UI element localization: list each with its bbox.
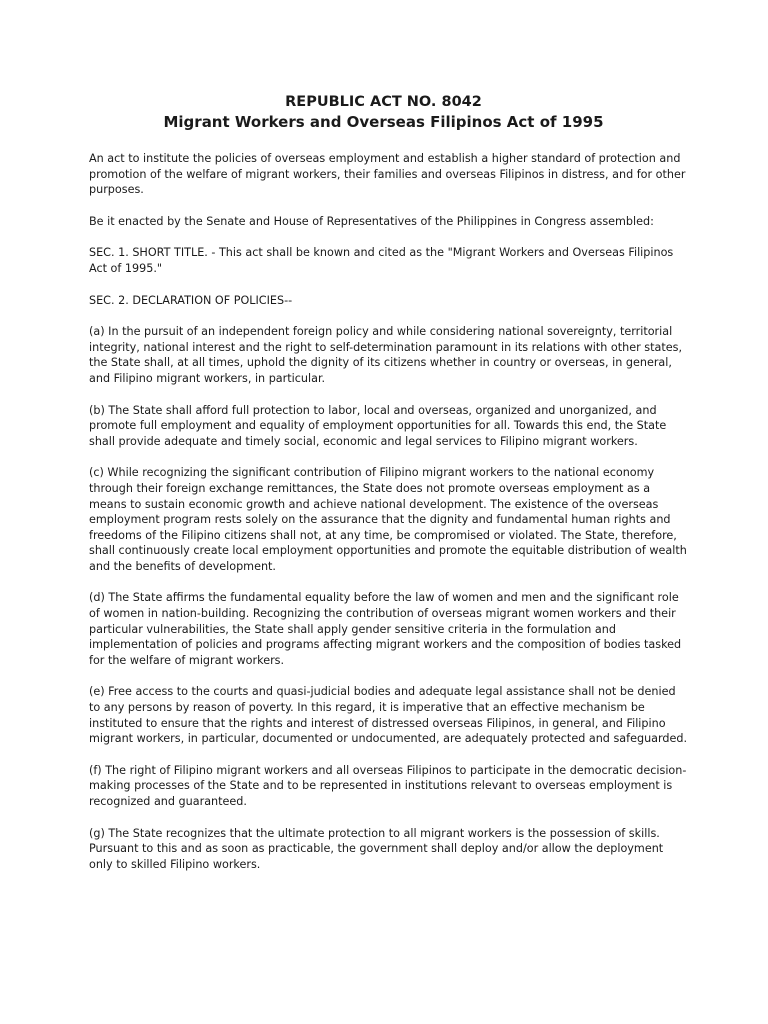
paragraph-section-2-a: (a) In the pursuit of an independent foreign policy and while considering national sovereignty, territorial integrity, national interest and the right to self-determination paramount in its relations with other states, the State shall, at all times, uphold the dignity of its citizens whether in country or overseas, in general, and Filipino migrant workers, in particular. xyxy=(89,325,683,385)
document-title xyxy=(79,92,688,132)
paragraph-section-2-c: (c) While recognizing the significant contribution of Filipino migrant workers to the national economy through their foreign exchange remittances, the State does not promote overseas employment as a means to sustain economic growth and achieve national development. The existence of the overseas employment program rests solely on the assurance that the dignity and fundamental human rights and freedoms of the Filipino citizens shall not, at any time, be compromised or violated. The State, therefore, shall continuously create local employment opportunities and promote the equitable distribution of wealth and the benefits of development. xyxy=(89,466,687,573)
document-body xyxy=(89,151,688,872)
paragraph-section-1: SEC. 1. SHORT TITLE. - This act shall be known and cited as the "Migrant Workers and Overseas Filipinos Act of 1995." xyxy=(89,246,674,275)
paragraph-section-2-heading: SEC. 2. DECLARATION OF POLICIES-- xyxy=(89,293,293,307)
title-act-name: Migrant Workers and Overseas Filipinos Act of 1995 xyxy=(163,113,604,131)
paragraph-preamble: An act to institute the policies of overseas employment and establish a higher standard of protection and promotion of the welfare of migrant workers, their families and overseas Filipinos in distress, and for other purposes. xyxy=(89,152,686,197)
paragraph-section-2-f: (f) The right of Filipino migrant workers and all overseas Filipinos to participate in the democratic decision-making processes of the State and to be represented in institutions relevant to overseas employment is recognized and guaranteed. xyxy=(89,763,687,808)
paragraph-section-2-b: (b) The State shall afford full protection to labor, local and overseas, organized and unorganized, and promote full employment and equality of employment opportunities for all. Towards this end, the State shall provide adequate and timely social, economic and legal services to Filipino migrant workers. xyxy=(89,403,667,448)
title-act-number: REPUBLIC ACT NO. 8042 xyxy=(285,94,482,110)
paragraph-section-2-d: (d) The State affirms the fundamental equality before the law of women and men and the significant role of women in nation-building. Recognizing the contribution of overseas migrant women workers and their particular vulnerabilities, the State shall apply gender sensitive criteria in the formulation and implementation of policies and programs affecting migrant workers and the composition of bodies tasked for the welfare of migrant workers. xyxy=(89,591,682,667)
paragraph-enacting-clause: Be it enacted by the Senate and House of Representatives of the Philippines in Congress assembled: xyxy=(89,214,654,228)
paragraph-section-2-e: (e) Free access to the courts and quasi-judicial bodies and adequate legal assistance shall not be denied to any persons by reason of poverty. In this regard, it is imperative that an effective mechanism be instituted to ensure that the rights and interest of distressed overseas Filipinos, in general, and Filipino migrant workers, in particular, documented or undocumented, are adequately protected and safeguarded. xyxy=(89,685,688,746)
paragraph-section-2-g: (g) The State recognizes that the ultimate protection to all migrant workers is the possession of skills. Pursuant to this and as soon as practicable, the government shall deploy and/or allow the deployment only to skilled Filipino workers. xyxy=(89,826,664,871)
